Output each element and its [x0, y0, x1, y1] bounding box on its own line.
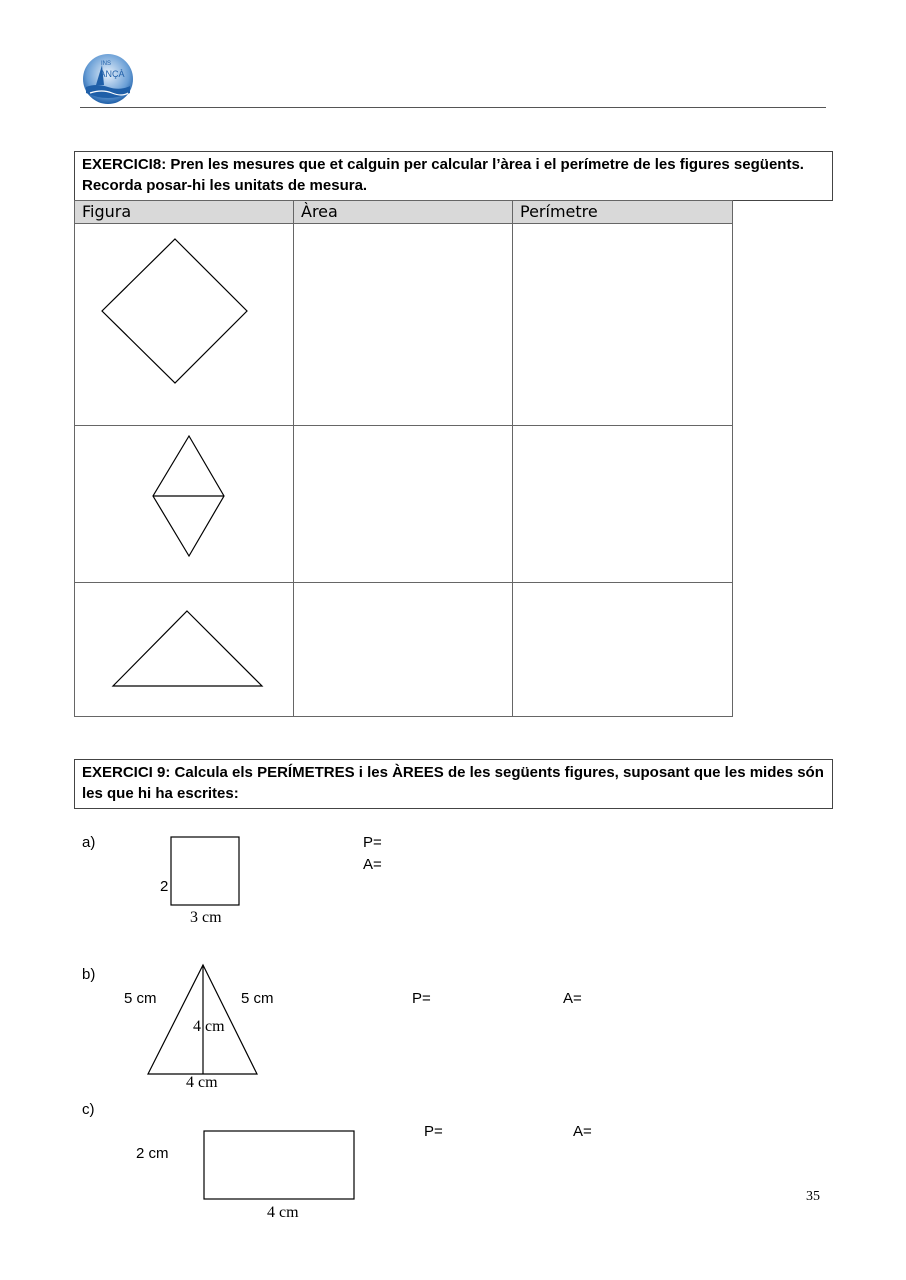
page-number: 35: [806, 1189, 820, 1204]
item-c-label: c): [82, 1101, 95, 1118]
b-perimeter-label: P=: [412, 990, 431, 1007]
header-area: Àrea: [294, 201, 513, 224]
table-row: [75, 224, 733, 426]
perimeter-cell[interactable]: [513, 426, 733, 583]
area-cell[interactable]: [294, 583, 513, 717]
header-figura: Figura: [75, 201, 294, 224]
square-rotated-icon: [75, 224, 294, 425]
logo-text-top: INS: [100, 61, 112, 67]
header-rule: [80, 107, 826, 108]
item-a-label: a): [82, 834, 96, 851]
rectangle-side-label: 2 cm: [136, 1145, 169, 1162]
c-area-label: A=: [573, 1123, 592, 1140]
triangle-left-side-label: 5 cm: [124, 990, 157, 1007]
area-cell[interactable]: [294, 426, 513, 583]
area-cell[interactable]: [294, 224, 513, 426]
logo-text-main: ANÇÀ: [99, 69, 125, 79]
triangle-height-label: 4 cm: [193, 1018, 225, 1035]
exercise9-title: EXERCICI 9: Calcula els PERÍMETRES i les ÀREES de les següents figures, suposant que les mides són les que hi ha escrites:: [74, 759, 833, 809]
triangle-base-label: 4 cm: [186, 1074, 218, 1091]
c-perimeter-label: P=: [424, 1123, 443, 1140]
rectangle-bottom-label: 4 cm: [267, 1204, 299, 1221]
a-area-label: A=: [363, 856, 382, 873]
school-logo: [82, 53, 134, 105]
item-b-label: b): [82, 966, 96, 983]
exercise8-title: EXERCICI8: Pren les mesures que et calguin per calcular l’àrea i el perímetre de les figures següents. Recorda posar-hi les unitats de mesura.: [74, 151, 833, 201]
square-side-label: 2: [160, 878, 169, 895]
figure-cell: [75, 583, 294, 717]
a-perimeter-label: P=: [363, 834, 382, 851]
perimeter-cell[interactable]: [513, 224, 733, 426]
table-row: [75, 426, 733, 583]
perimeter-cell[interactable]: [513, 583, 733, 717]
figure-cell: [75, 426, 294, 583]
rectangle-figure: [203, 1130, 357, 1202]
rhombus-icon: [75, 426, 294, 582]
header-perimetre: Perímetre: [513, 201, 733, 224]
b-area-label: A=: [563, 990, 582, 1007]
triangle-right-side-label: 5 cm: [241, 990, 274, 1007]
square-figure: [170, 836, 242, 908]
square-bottom-label: 3 cm: [190, 909, 222, 926]
table-row: [75, 583, 733, 717]
triangle-icon: [75, 583, 294, 716]
figures-table: [74, 200, 733, 717]
figure-cell: [75, 224, 294, 426]
